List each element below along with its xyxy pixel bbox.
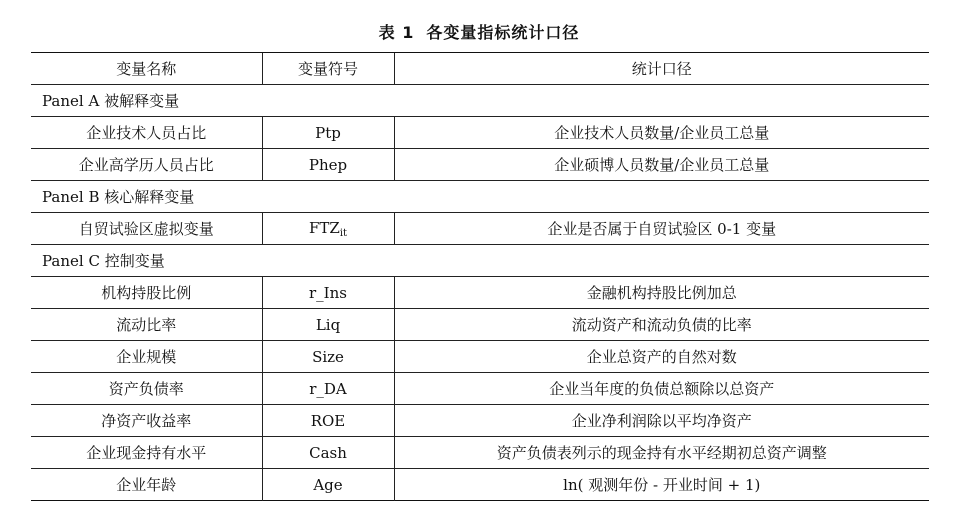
table-row — [31, 117, 929, 149]
variable-name: 自贸试验区虚拟变量 — [78, 220, 214, 238]
variable-definition: 企业净利润除以平均净资产 — [394, 405, 929, 437]
variable-definition: 资产负债表列示的现金持有水平经期初总资产调整 — [394, 437, 929, 469]
variable-name: 企业现金持有水平 — [86, 444, 207, 462]
table-row — [31, 341, 929, 373]
header-variable-name: 变量名称 — [31, 53, 262, 85]
variable-symbol: Age — [262, 469, 394, 501]
variable-symbol: ROE — [262, 405, 394, 437]
variable-symbol: Cash — [262, 437, 394, 469]
variable-symbol: Liq — [262, 309, 394, 341]
variable-definition: 企业硕博人员数量/企业员工总量 — [394, 149, 929, 181]
variable-definition: ln( 观测年份 - 开业时间 + 1) — [394, 469, 929, 501]
variable-name: 企业规模 — [116, 348, 177, 366]
table-row — [31, 405, 929, 437]
variable-symbol: r_Ins — [262, 277, 394, 309]
panel-c-label: Panel C 控制变量 — [42, 252, 165, 270]
variable-symbol: Ptp — [262, 117, 394, 149]
table-row — [31, 469, 929, 501]
table-caption — [0, 20, 958, 43]
variable-name: 流动比率 — [116, 316, 177, 334]
table-row — [31, 309, 929, 341]
panel-row-b — [31, 181, 929, 213]
header-variable-symbol: 变量符号 — [262, 53, 394, 85]
variable-definition: 企业技术人员数量/企业员工总量 — [394, 117, 929, 149]
symbol-base: FTZ — [308, 218, 340, 237]
variable-definition: 金融机构持股比例加总 — [394, 277, 929, 309]
variable-definition: 企业是否属于自贸试验区 0-1 变量 — [394, 213, 929, 245]
table-row — [31, 437, 929, 469]
variable-definition: 流动资产和流动负债的比率 — [394, 309, 929, 341]
variable-name: 企业技术人员占比 — [86, 124, 207, 142]
variable-name: 净资产收益率 — [101, 412, 192, 430]
table-row — [31, 213, 929, 245]
variable-symbol — [262, 213, 394, 245]
table-row — [31, 277, 929, 309]
variable-definition: 企业当年度的负债总额除以总资产 — [394, 373, 929, 405]
variable-definition: 企业总资产的自然对数 — [394, 341, 929, 373]
variable-name: 资产负债率 — [108, 380, 184, 398]
table-row — [31, 373, 929, 405]
panel-b-label: Panel B 核心解释变量 — [42, 188, 195, 206]
variable-name: 企业年龄 — [116, 476, 177, 494]
variable-symbol: r_DA — [262, 373, 394, 405]
panel-a-label: Panel A 被解释变量 — [42, 92, 180, 110]
variable-symbol: Phep — [262, 149, 394, 181]
variable-definition-table — [31, 52, 929, 501]
header-row — [31, 53, 929, 85]
variable-symbol: Size — [262, 341, 394, 373]
table-title: 各变量指标统计口径 — [426, 23, 580, 42]
header-definition: 统计口径 — [394, 53, 929, 85]
variable-name: 机构持股比例 — [101, 284, 192, 302]
symbol-subscript: it — [339, 227, 348, 239]
table-number: 表 1 — [378, 23, 415, 42]
panel-row-a — [31, 85, 929, 117]
variable-name: 企业高学历人员占比 — [78, 156, 214, 174]
panel-row-c — [31, 245, 929, 277]
table-row — [31, 149, 929, 181]
